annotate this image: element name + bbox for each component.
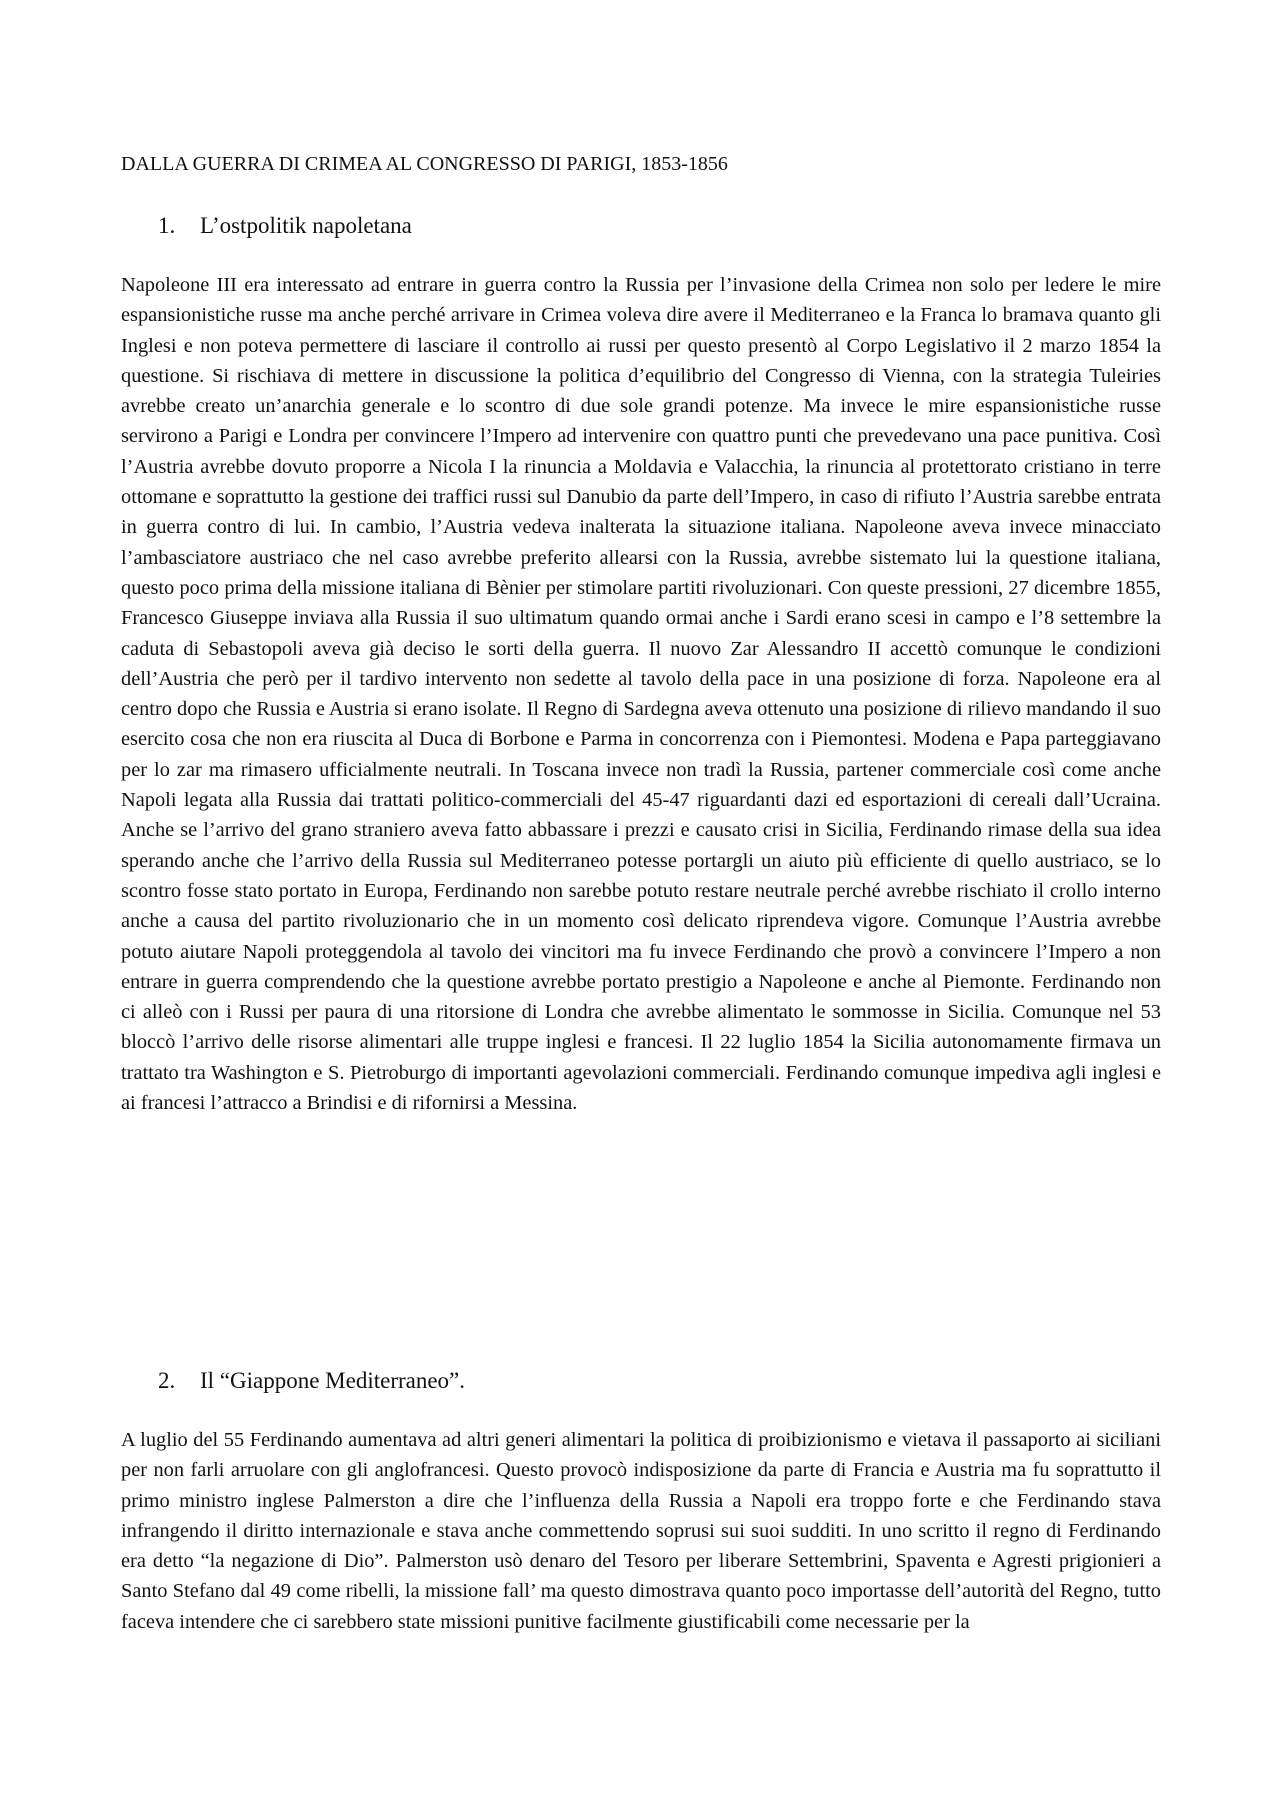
section-heading-1 (158, 211, 412, 241)
section-paragraph-1: Napoleone III era interessato ad entrare in guerra contro la Russia per l’invasione della Crimea non solo per ledere le mire espansionistiche russe ma anche perché arrivare in Crimea voleva dire avere il Mediterraneo e la Franca lo bramava quanto gli Inglesi e non poteva permettere di lasciare il controllo ai russi per questo presentò al Corpo Legislativo il 2 marzo 1854 la questione. Si rischiava di mettere in discussione la politica d’equilibrio del Congresso di Vienna, con la strategia Tuleiries avrebbe creato un’anarchia generale e lo scontro di due sole grandi potenze. Ma invece le mire espansionistiche russe servirono a Parigi e Londra per convincere l’Impero ad intervenire con quattro punti che prevedevano una pace punitiva. Così l’Austria avrebbe dovuto proporre a Nicola I la rinuncia a Moldavia e Valacchia, la rinuncia al protettorato cristiano in terre ottomane e soprattutto la gestione dei traffici russi sul Danubio da parte dell’Impero, in caso di rifiuto l’Austria sarebbe entrata in guerra contro di lui. In cambio, l’Austria vedeva inalterata la situazione italiana. Napoleone aveva invece minacciato l’ambasciatore austriaco che nel caso avrebbe preferito allearsi con la Russia, avrebbe sistemato lui la questione italiana, questo poco prima della missione italiana di Bènier per stimolare partiti rivoluzionari. Con queste pressioni, 27 dicembre 1855, Francesco Giuseppe inviava alla Russia il suo ultimatum quando ormai anche i Sardi erano scesi in campo e l’8 settembre la caduta di Sebastopoli aveva già deciso le sorti della guerra. Il nuovo Zar Alessandro II accettò comunque le condizioni dell’Austria che però per il tardivo intervento non sedette al tavolo della pace in una posizione di forza. Napoleone era al centro dopo che Russia e Austria si erano isolate. Il Regno di Sardegna aveva ottenuto una posizione di rilievo mandando il suo esercito cosa che non era riuscita al Duca di Borbone e Parma in concorrenza con i Piemontesi. Modena e Papa parteggiavano per lo zar ma rimasero ufficialmente neutrali. In Toscana invece non tradì la Russia, partener commerciale così come anche Napoli legata alla Russia dai trattati politico-commerciali del 45-47 riguardanti dazi ed esportazioni di cereali dall’Ucraina. Anche se l’arrivo del grano straniero aveva fatto abbassare i prezzi e causato crisi in Sicilia, Ferdinando rimase della sua idea sperando anche che l’arrivo della Russia sul Mediterraneo potesse portargli un aiuto più efficiente di quello austriaco, se lo scontro fosse stato portato in Europa, Ferdinando non sarebbe potuto restare neutrale perché avrebbe rischiato il crollo interno anche a causa del partito rivoluzionario che in un momento così delicato riprendeva vigore. Comunque l’Austria avrebbe potuto aiutare Napoli proteggendola al tavolo dei vincitori ma fu invece Ferdinando che provò a convincere l’Impero a non entrare in guerra comprendendo che la questione avrebbe portato prestigio a Napoleone e anche al Piemonte. Ferdinando non ci alleò con i Russi per paura di una ritorsione di Londra che avrebbe alimentato le sommosse in Sicilia. Comunque nel 53 bloccò l’arrivo delle risorse alimentari alle truppe inglesi e francesi. Il 22 luglio 1854 la Sicilia autonomamente firmava un trattato tra Washington e S. Pietroburgo di importanti agevolazioni commerciali. Ferdinando comunque impediva agli inglesi e ai francesi l’attracco a Brindisi e di rifornirsi a Messina. (121, 274, 1161, 1115)
section-number-2: 2. (158, 1368, 176, 1393)
section-heading-text-1: L’ostpolitik napoletana (200, 213, 412, 238)
document-title: DALLA GUERRA DI CRIMEA AL CONGRESSO DI PARIGI, 1853-1856 (121, 153, 728, 175)
section-heading-2 (158, 1366, 465, 1396)
section-paragraph-2: A luglio del 55 Ferdinando aumentava ad altri generi alimentari la politica di proibizionismo e vietava il passaporto ai siciliani per non farli arruolare con gli anglofrancesi. Questo provocò indisposizione da parte di Francia e Austria ma fu soprattutto il primo ministro inglese Palmerston a dire che l’influenza della Russia a Napoli era troppo forte e che Ferdinando stava infrangendo il diritto internazionale e stava anche commettendo soprusi sui suoi sudditi. In uno scritto il regno di Ferdinando era detto “la negazione di Dio”. Palmerston usò denaro del Tesoro per liberare Settembrini, Spaventa e Agresti prigionieri a Santo Stefano dal 49 come ribelli, la missione fall’ ma questo dimostrava quanto poco importasse dell’autorità del Regno, tutto faceva intendere che ci sarebbero state missioni punitive facilmente giustificabili come necessarie per la (121, 1429, 1161, 1633)
section-heading-text-2: Il “Giappone Mediterraneo”. (200, 1368, 466, 1393)
section-number-1: 1. (158, 213, 176, 238)
